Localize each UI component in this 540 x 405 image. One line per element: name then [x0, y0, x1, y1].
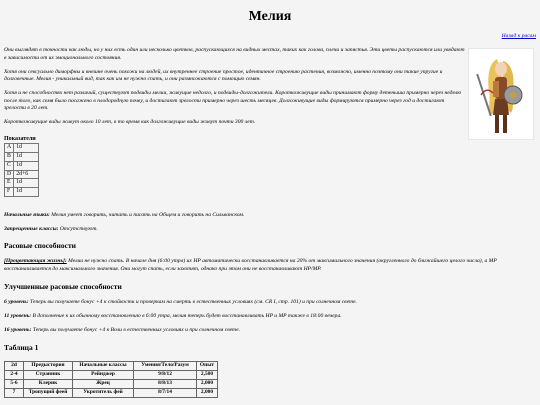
stat-value: 2d+6: [14, 170, 39, 179]
table-row: [5, 144, 39, 153]
stat-value: 1d: [14, 161, 39, 170]
background-table: [4, 361, 218, 398]
table-cell: Рейнджер: [73, 371, 134, 380]
table-row: [5, 152, 39, 161]
elf-warrior-portrait-icon: [468, 48, 534, 140]
level-text: Теперь вы получаете бонус +4 к Воли в естественных условиях и при солнечном свете.: [32, 327, 240, 333]
stats-table: [4, 143, 39, 197]
stat-value: 1d: [14, 188, 39, 197]
back-to-races-link[interactable]: Назад к расам: [501, 33, 536, 39]
racial-abilities-heading: Расовые способности: [4, 241, 76, 250]
stat-key: D: [5, 170, 14, 179]
page-title: Мелия: [248, 9, 292, 24]
stat-key: C: [5, 161, 14, 170]
intro-paragraph: Хотя и не способностях нет различий, существуют подвиды мелии, живущие недолго, и подвиды-долгожители. Короткоживущие виды принимают форму детеныша примерно через неделю после того, как семя было посажено в плодородную почву, и достигают зрелости примерно через шесть месяцев. Долгоживущие виды формируются примерно через год и достигают зрелости в 20 лет.: [4, 90, 462, 112]
stats-title: Показатели: [4, 136, 36, 142]
table-cell: Тропущий феей: [24, 389, 73, 398]
table-cell: Укротитель фей: [73, 389, 134, 398]
stat-key: B: [5, 152, 14, 161]
improved-item: [4, 327, 534, 335]
stat-value: 1d: [14, 144, 39, 153]
table-cell: 8/7/14: [134, 389, 197, 398]
column-header: Умения/Тело/Разум: [134, 362, 197, 371]
column-header: 2d: [5, 362, 24, 371]
intro-paragraph: Они выглядят в точности как люды, но у них есть один или несколько цветков, распускающихся на видных местах, таких как голова, плечи и запястья. Эти цветы распускаются или увядают в зависимости от их эмоционального состояния.: [4, 47, 465, 61]
table-cell: 2,000: [197, 380, 218, 389]
table-row: [5, 188, 39, 197]
table-cell: 9/8/12: [134, 371, 197, 380]
improved-abilities-heading: Улучшенные расовые способности: [4, 282, 122, 291]
table-row: [5, 161, 39, 170]
stat-key: E: [5, 179, 14, 188]
level-label: 6 уровень:: [4, 299, 29, 305]
table-cell: 7: [5, 389, 24, 398]
stat-key: F: [5, 188, 14, 197]
table-row: [5, 170, 39, 179]
level-text: В дополнение к их обычному восстановлению в 6:00 утра, мелия теперь будет восстанавливать HP и MP также в 18:00 вечера.: [32, 313, 342, 319]
table-1-title: Таблица 1: [4, 343, 39, 352]
forbidden-classes-line: [4, 226, 534, 234]
table-row: [5, 389, 218, 398]
table-row: [5, 371, 218, 380]
intro-paragraph: Короткоживущие виды живут около 10 лет, в то время как долгоживущие виды живут почти 300 лет.: [4, 119, 256, 126]
languages-line: [4, 212, 534, 220]
table-cell: 8/8/13: [134, 380, 197, 389]
improved-item: [4, 313, 534, 321]
intro-text: [4, 47, 466, 133]
column-header: Опыт: [197, 362, 218, 371]
table-cell: 2,500: [197, 371, 218, 380]
table-cell: 2-4: [5, 371, 24, 380]
forbidden-classes-text: Отсутствуют.: [59, 226, 98, 232]
table-row: [5, 179, 39, 188]
stats-section: [4, 135, 534, 197]
column-header: Начальные классы: [73, 362, 134, 371]
table-cell: Жрец: [73, 380, 134, 389]
table-row: [5, 380, 218, 389]
table-cell: Странник: [24, 371, 73, 380]
table-1-wrapper: [4, 361, 534, 398]
stat-value: 1d: [14, 179, 39, 188]
table-cell: 5-6: [5, 380, 24, 389]
improved-item: [4, 299, 534, 307]
table-cell: 2,000: [197, 389, 218, 398]
stat-key: A: [5, 144, 14, 153]
trait-name: [Процветающая жизнь]:: [4, 258, 67, 264]
table-cell: Клерик: [24, 380, 73, 389]
languages-text: Мелия умеет говорить, читать и писать на Общем и говорить на Сильванском.: [51, 212, 245, 218]
trait-description: [4, 258, 534, 273]
trait-text: Мелии не нужно спать. В начале дня (6:00 утра) их HP автоматически восстанавливается на 20% от максимального значения (округленного до ближайшего целого числа), а MP восстанавливается до максимального значения. Они могут спать, если захотят, однако при этом они не восстанавливают HP/MP.: [4, 258, 497, 272]
level-label: 11 уровень:: [4, 313, 32, 319]
languages-label: Начальные языки:: [4, 212, 50, 218]
level-text: Теперь вы получаете бонус +4 к стойкости и проверкам на смерть в естественных условиях (см. CR I, стр. 101) и при солнечном свете.: [30, 299, 357, 305]
table-header-row: [5, 362, 218, 371]
stat-value: 1d: [14, 152, 39, 161]
column-header: Предыстория: [24, 362, 73, 371]
level-label: 16 уровень:: [4, 327, 32, 333]
intro-paragraph: Хотя они сексуально диморфны и внешне очень похожи на людей, их внутреннее строение простое, идентичное строению растения, возможно, именно поэтому они такие упругие и долговечные. Мелия - уникальный вид, так как им не нужно спать, и они размножаются с помощью семян.: [4, 68, 443, 83]
forbidden-classes-label: Запрещенные классы:: [4, 226, 59, 232]
